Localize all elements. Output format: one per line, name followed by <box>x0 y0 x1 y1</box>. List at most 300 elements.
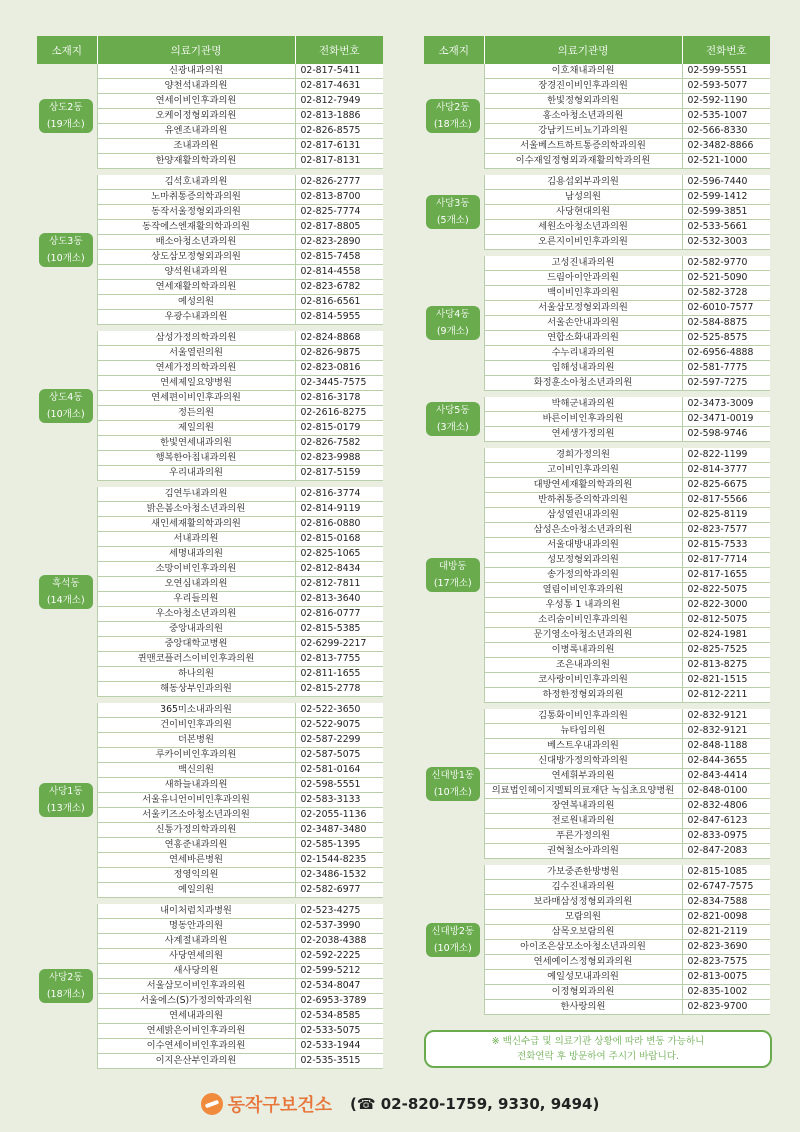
clinic-name: 송가정의학과의원 <box>484 568 682 583</box>
clinic-phone: 02-6747-7575 <box>682 880 770 895</box>
clinic-phone: 02-816-3178 <box>295 391 383 406</box>
clinic-name: 서울삼모정형외과의원 <box>484 301 682 316</box>
district-count: (14개소) <box>46 594 85 606</box>
clinic-phone: 02-523-4275 <box>295 904 383 919</box>
district-count: (5개소) <box>436 215 469 227</box>
notice-box <box>424 1030 772 1068</box>
district-badge <box>39 783 93 817</box>
district-count: (18개소) <box>46 989 85 1001</box>
clinic-phone: 02-823-7575 <box>682 955 770 970</box>
clinic-name: 연세가정의학과의원 <box>97 361 295 376</box>
clinic-name: 서울손안내과의원 <box>484 316 682 331</box>
clinic-phone: 02-824-8868 <box>295 331 383 346</box>
district-cell <box>424 64 484 169</box>
clinic-phone: 02-848-1188 <box>682 739 770 754</box>
left-clinic-table <box>37 36 383 1069</box>
clinic-name: 우리들의원 <box>97 592 295 607</box>
clinic-name: 사당현대의원 <box>484 205 682 220</box>
clinic-name: 우리내과의원 <box>97 466 295 481</box>
clinic-name: 임해성내과의원 <box>484 361 682 376</box>
clinic-phone: 02-815-7533 <box>682 538 770 553</box>
clinic-name: 수누리내과의원 <box>484 346 682 361</box>
district-cell <box>37 175 97 325</box>
district-cell <box>424 256 484 391</box>
district-name: 대방동 <box>438 561 467 573</box>
clinic-name: 연세재활의학과의원 <box>97 280 295 295</box>
clinic-phone: 02-583-3133 <box>295 793 383 808</box>
clinic-name: 정든의원 <box>97 406 295 421</box>
clinic-phone: 02-812-8434 <box>295 562 383 577</box>
clinic-phone: 02-585-1395 <box>295 838 383 853</box>
clinic-name: 소리숨이비인후과의원 <box>484 613 682 628</box>
clinic-phone: 02-535-3515 <box>295 1054 383 1069</box>
clinic-phone: 02-534-8047 <box>295 979 383 994</box>
name-header: 의료기관명 <box>97 36 295 64</box>
clinic-name: 한사랑의원 <box>484 1000 682 1015</box>
clinic-name: 연합소화내과의원 <box>484 331 682 346</box>
district-name: 사당4동 <box>435 309 470 321</box>
district-name: 흑석동 <box>51 577 80 589</box>
table-row <box>37 331 383 346</box>
name-header: 의료기관명 <box>484 36 682 64</box>
clinic-name: 연세편이비인후과의원 <box>97 391 295 406</box>
clinic-name: 연세내과의원 <box>97 1009 295 1024</box>
clinic-phone: 02-3486-1532 <box>295 868 383 883</box>
clinic-name: 장경진이비인후과의원 <box>484 79 682 94</box>
district-cell <box>37 64 97 169</box>
clinic-phone: 02-816-0777 <box>295 607 383 622</box>
clinic-phone: 02-825-6675 <box>682 478 770 493</box>
clinic-phone: 02-582-9770 <box>682 256 770 271</box>
district-count: (10개소) <box>433 942 472 954</box>
clinic-name: 오케이정형외과의원 <box>97 109 295 124</box>
clinic-name: 서울에스(S)가정의학과의원 <box>97 994 295 1009</box>
district-cell <box>37 703 97 898</box>
clinic-name: 삼성은소아청소년과의원 <box>484 523 682 538</box>
clinic-phone: 02-599-1412 <box>682 190 770 205</box>
footer <box>0 1088 800 1120</box>
clinic-name: 서울삼모이비인후과의원 <box>97 979 295 994</box>
district-count: (3개소) <box>436 422 469 434</box>
clinic-phone: 02-812-7811 <box>295 577 383 592</box>
clinic-name: 푸른가정의원 <box>484 829 682 844</box>
clinic-name: 드림아이안과의원 <box>484 271 682 286</box>
clinic-phone: 02-525-8575 <box>682 331 770 346</box>
clinic-name: 연세밝은이비인후과의원 <box>97 1024 295 1039</box>
clinic-name: 연세생가정의원 <box>484 427 682 442</box>
clinic-phone: 02-821-2119 <box>682 925 770 940</box>
district-cell <box>424 397 484 442</box>
clinic-phone: 02-813-7755 <box>295 652 383 667</box>
clinic-phone: 02-566-8330 <box>682 124 770 139</box>
clinic-name: 김용섭외부과의원 <box>484 175 682 190</box>
clinic-name: 오른지이비인후과의원 <box>484 235 682 250</box>
clinic-name: 백이비인후과의원 <box>484 286 682 301</box>
clinic-name: 김석호내과의원 <box>97 175 295 190</box>
clinic-phone: 02-826-7582 <box>295 436 383 451</box>
clinic-phone: 02-521-5090 <box>682 271 770 286</box>
district-badge <box>426 306 480 340</box>
clinic-phone: 02-816-6561 <box>295 295 383 310</box>
clinic-name: 서울유니언이비인후과의원 <box>97 793 295 808</box>
district-name: 사당1동 <box>48 786 83 798</box>
clinic-name: 우광수내과의원 <box>97 310 295 325</box>
clinic-phone: 02-832-9121 <box>682 724 770 739</box>
clinic-phone: 02-823-2890 <box>295 235 383 250</box>
clinic-name: 김수진내과의원 <box>484 880 682 895</box>
clinic-phone: 02-813-0075 <box>682 970 770 985</box>
clinic-phone: 02-823-9988 <box>295 451 383 466</box>
clinic-name: 해동상부인과의원 <box>97 682 295 697</box>
clinic-name: 홍소아청소년과의원 <box>484 109 682 124</box>
clinic-name: 모람의원 <box>484 910 682 925</box>
clinic-phone: 02-522-3650 <box>295 703 383 718</box>
district-name: 상도4동 <box>48 391 83 403</box>
clinic-phone: 02-599-5212 <box>295 964 383 979</box>
clinic-name: 새사당의원 <box>97 964 295 979</box>
clinic-name: 상도삼모정형외과의원 <box>97 250 295 265</box>
district-badge <box>426 99 480 133</box>
clinic-name: 베스트우내과의원 <box>484 739 682 754</box>
clinic-phone: 02-822-1199 <box>682 448 770 463</box>
district-count: (10개소) <box>433 786 472 798</box>
district-count: (18개소) <box>433 119 472 131</box>
clinic-phone: 02-825-1065 <box>295 547 383 562</box>
clinic-name: 이호채내과의원 <box>484 64 682 79</box>
clinic-phone: 02-813-3640 <box>295 592 383 607</box>
clinic-name: 행복한아침내과의원 <box>97 451 295 466</box>
clinic-phone: 02-535-1007 <box>682 109 770 124</box>
clinic-phone: 02-813-8700 <box>295 190 383 205</box>
clinic-name: 제일의원 <box>97 421 295 436</box>
right-clinic-table <box>424 36 770 1015</box>
clinic-phone: 02-593-5077 <box>682 79 770 94</box>
clinic-phone: 02-592-2225 <box>295 949 383 964</box>
clinic-name: 예일의원 <box>97 883 295 898</box>
clinic-name: 신통가정의학과의원 <box>97 823 295 838</box>
clinic-name: 루카이비인후과의원 <box>97 748 295 763</box>
district-count: (10개소) <box>46 408 85 420</box>
clinic-phone: 02-832-9121 <box>682 709 770 724</box>
clinic-phone: 02-3473-3009 <box>682 397 770 412</box>
clinic-name: 삼성열린내과의원 <box>484 508 682 523</box>
clinic-name: 문기영소아청소년과의원 <box>484 628 682 643</box>
clinic-name: 조내과의원 <box>97 139 295 154</box>
clinic-phone: 02-821-1515 <box>682 673 770 688</box>
clinic-phone: 02-3471-0019 <box>682 412 770 427</box>
clinic-phone: 02-835-1002 <box>682 985 770 1000</box>
clinic-phone: 02-817-8805 <box>295 220 383 235</box>
clinic-phone: 02-823-9700 <box>682 1000 770 1015</box>
clinic-phone: 02-813-1886 <box>295 109 383 124</box>
clinic-name: 서울대방내과의원 <box>484 538 682 553</box>
table-row <box>424 448 770 463</box>
clinic-phone: 02-2038-4388 <box>295 934 383 949</box>
district-badge <box>39 969 93 1003</box>
clinic-phone: 02-812-7949 <box>295 94 383 109</box>
clinic-phone: 02-3445-7575 <box>295 376 383 391</box>
clinic-name: 예성의원 <box>97 295 295 310</box>
clinic-phone: 02-817-8131 <box>295 154 383 169</box>
clinic-name: 서울열린의원 <box>97 346 295 361</box>
clinic-phone: 02-815-2778 <box>295 682 383 697</box>
clinic-name: 의료법인헤이지멜퇴의료재단 녹십초요양병원 <box>484 784 682 799</box>
district-name: 상도2동 <box>48 102 83 114</box>
clinic-phone: 02-823-3690 <box>682 940 770 955</box>
clinic-name: 연세휘부과의원 <box>484 769 682 784</box>
table-row <box>424 175 770 190</box>
clinic-name: 아이조은삼모소아청소년과의원 <box>484 940 682 955</box>
clinic-phone: 02-1544-8235 <box>295 853 383 868</box>
clinic-phone: 02-6956-4888 <box>682 346 770 361</box>
clinic-phone: 02-581-0164 <box>295 763 383 778</box>
clinic-phone: 02-823-6782 <box>295 280 383 295</box>
clinic-phone: 02-815-7458 <box>295 250 383 265</box>
clinic-name: 남성의원 <box>484 190 682 205</box>
clinic-name: 경희가정의원 <box>484 448 682 463</box>
clinic-name: 한빛정형외과의원 <box>484 94 682 109</box>
clinic-phone: 02-587-2299 <box>295 733 383 748</box>
clinic-phone: 02-817-5159 <box>295 466 383 481</box>
clinic-name: 새하늘내과의원 <box>97 778 295 793</box>
clinic-phone: 02-814-9119 <box>295 502 383 517</box>
clinic-name: 연세이비인후과의원 <box>97 94 295 109</box>
clinic-phone: 02-826-8575 <box>295 124 383 139</box>
clinic-phone: 02-592-1190 <box>682 94 770 109</box>
clinic-name: 새인세재활의학과의원 <box>97 517 295 532</box>
clinic-phone: 02-537-3990 <box>295 919 383 934</box>
clinic-phone: 02-815-1085 <box>682 865 770 880</box>
clinic-phone: 02-833-0975 <box>682 829 770 844</box>
clinic-phone: 02-824-1981 <box>682 628 770 643</box>
clinic-name: 성모정형외과의원 <box>484 553 682 568</box>
district-count: (10개소) <box>46 252 85 264</box>
clinic-phone: 02-821-0098 <box>682 910 770 925</box>
clinic-phone: 02-816-3774 <box>295 487 383 502</box>
clinic-phone: 02-825-7774 <box>295 205 383 220</box>
clinic-phone: 02-598-9746 <box>682 427 770 442</box>
clinic-name: 전로원내과의원 <box>484 814 682 829</box>
district-name: 신대방2동 <box>431 925 475 937</box>
clinic-phone: 02-6010-7577 <box>682 301 770 316</box>
clinic-phone: 02-844-3655 <box>682 754 770 769</box>
district-name: 사당3동 <box>435 198 470 210</box>
clinic-phone: 02-532-3003 <box>682 235 770 250</box>
clinic-name: 양석원내과의원 <box>97 265 295 280</box>
clinic-name: 연세바른병원 <box>97 853 295 868</box>
table-row <box>37 904 383 919</box>
clinic-name: 명동안과의원 <box>97 919 295 934</box>
clinic-phone: 02-522-9075 <box>295 718 383 733</box>
district-badge <box>426 558 480 592</box>
clinic-name: 한양재활의학과의원 <box>97 154 295 169</box>
clinic-phone: 02-597-7275 <box>682 376 770 391</box>
logo-icon <box>201 1093 223 1115</box>
district-header: 소재지 <box>37 36 97 64</box>
clinic-name: 고성진내과의원 <box>484 256 682 271</box>
clinic-name: 중앙내과의원 <box>97 622 295 637</box>
clinic-phone: 02-826-9875 <box>295 346 383 361</box>
clinic-phone: 02-812-5075 <box>682 613 770 628</box>
district-name: 사당2동 <box>48 972 83 984</box>
clinic-phone: 02-599-3851 <box>682 205 770 220</box>
clinic-name: 한빛연세내과의원 <box>97 436 295 451</box>
clinic-name: 우성통 1 내과의원 <box>484 598 682 613</box>
district-cell <box>424 865 484 1015</box>
clinic-name: 백신의원 <box>97 763 295 778</box>
clinic-name: 이수연세이비인후과의원 <box>97 1039 295 1054</box>
clinic-phone: 02-817-5411 <box>295 64 383 79</box>
clinic-phone: 02-814-3777 <box>682 463 770 478</box>
district-badge <box>426 402 480 436</box>
clinic-name: 반하취통증의학과의원 <box>484 493 682 508</box>
clinic-name: 바른이비인후과의원 <box>484 412 682 427</box>
clinic-name: 김통화이비인후과의원 <box>484 709 682 724</box>
district-cell <box>424 709 484 859</box>
clinic-name: 밝은봄소아청소년과의원 <box>97 502 295 517</box>
contact-phone: (☎ 02-820-1759, 9330, 9494) <box>349 1095 600 1113</box>
clinic-name: 건이비인후과의원 <box>97 718 295 733</box>
clinic-phone: 02-533-1944 <box>295 1039 383 1054</box>
clinic-phone: 02-834-7588 <box>682 895 770 910</box>
table-row <box>424 256 770 271</box>
clinic-name: 신대방가정의학과의원 <box>484 754 682 769</box>
clinic-name: 서울키즈소아청소년과의원 <box>97 808 295 823</box>
district-badge <box>39 389 93 423</box>
district-name: 사당5동 <box>435 405 470 417</box>
clinic-name: 하나의원 <box>97 667 295 682</box>
clinic-name: 정영익의원 <box>97 868 295 883</box>
clinic-phone: 02-826-2777 <box>295 175 383 190</box>
clinic-name: 이병록내과의원 <box>484 643 682 658</box>
district-count: (17개소) <box>433 578 472 590</box>
clinic-name: 예일성모내과의원 <box>484 970 682 985</box>
clinic-name: 뉴타임의원 <box>484 724 682 739</box>
clinic-phone: 02-843-4414 <box>682 769 770 784</box>
clinic-name: 연세예이스정형외과의원 <box>484 955 682 970</box>
district-name: 상도3동 <box>48 235 83 247</box>
district-cell <box>37 487 97 697</box>
clinic-phone: 02-815-5385 <box>295 622 383 637</box>
district-badge <box>39 575 93 609</box>
clinic-name: 김연두내과의원 <box>97 487 295 502</box>
clinic-name: 중앙대학교병원 <box>97 637 295 652</box>
clinic-phone: 02-817-1655 <box>682 568 770 583</box>
district-cell <box>424 448 484 703</box>
clinic-name: 양천석내과의원 <box>97 79 295 94</box>
district-badge <box>426 923 480 957</box>
clinic-name: 더본병원 <box>97 733 295 748</box>
clinic-name: 배소아청소년과의원 <box>97 235 295 250</box>
clinic-name: 365미소내과의원 <box>97 703 295 718</box>
district-badge <box>39 233 93 267</box>
clinic-name: 동작서울정형외과의원 <box>97 205 295 220</box>
clinic-name: 고이비인후과의원 <box>484 463 682 478</box>
clinic-name: 서내과의원 <box>97 532 295 547</box>
clinic-phone: 02-582-6977 <box>295 883 383 898</box>
clinic-name: 강남키드비뇨기과의원 <box>484 124 682 139</box>
clinic-name: 열림이비인후과의원 <box>484 583 682 598</box>
clinic-name: 우소아청소년과의원 <box>97 607 295 622</box>
clinic-phone: 02-596-7440 <box>682 175 770 190</box>
clinic-phone: 02-847-2083 <box>682 844 770 859</box>
clinic-name: 퀸맨코플러스이비인후과의원 <box>97 652 295 667</box>
clinic-phone: 02-534-8585 <box>295 1009 383 1024</box>
clinic-phone: 02-825-8119 <box>682 508 770 523</box>
clinic-phone: 02-521-1000 <box>682 154 770 169</box>
clinic-phone: 02-822-5075 <box>682 583 770 598</box>
district-count: (19개소) <box>46 119 85 131</box>
notice-line-1: ※ 백신수급 및 의료기관 상황에 따라 변동 가능하니 <box>491 1036 705 1047</box>
district-badge <box>426 195 480 229</box>
district-cell <box>424 175 484 250</box>
clinic-name: 세명내과의원 <box>97 547 295 562</box>
phone-header: 전화번호 <box>295 36 383 64</box>
clinic-name: 조은내과의원 <box>484 658 682 673</box>
clinic-phone: 02-3487-3480 <box>295 823 383 838</box>
clinic-name: 연홍준내과의원 <box>97 838 295 853</box>
clinic-name: 유엔조내과의원 <box>97 124 295 139</box>
clinic-phone: 02-814-4558 <box>295 265 383 280</box>
clinic-phone: 02-816-0880 <box>295 517 383 532</box>
district-badge <box>39 99 93 133</box>
clinic-name: 이정형외과의원 <box>484 985 682 1000</box>
clinic-phone: 02-823-7577 <box>682 523 770 538</box>
clinic-name: 삼목오보람의원 <box>484 925 682 940</box>
clinic-phone: 02-6299-2217 <box>295 637 383 652</box>
health-center-logo <box>201 1091 332 1117</box>
clinic-phone: 02-817-7714 <box>682 553 770 568</box>
clinic-phone: 02-2616-8275 <box>295 406 383 421</box>
logo-text: 동작구보건소 <box>227 1095 332 1116</box>
clinic-name: 노마취통증의학과의원 <box>97 190 295 205</box>
clinic-phone: 02-847-6123 <box>682 814 770 829</box>
district-count: (13개소) <box>46 803 85 815</box>
district-name: 사당2동 <box>435 102 470 114</box>
clinic-phone: 02-6953-3789 <box>295 994 383 1009</box>
clinic-name: 신광내과의원 <box>97 64 295 79</box>
clinic-phone: 02-817-4631 <box>295 79 383 94</box>
clinic-name: 내이처럼치과병원 <box>97 904 295 919</box>
clinic-name: 사당연세의원 <box>97 949 295 964</box>
district-count: (9개소) <box>436 326 469 338</box>
district-cell <box>37 904 97 1069</box>
district-badge <box>426 767 480 801</box>
clinic-phone: 02-815-0179 <box>295 421 383 436</box>
clinic-phone: 02-587-5075 <box>295 748 383 763</box>
clinic-name: 권혁철소아과의원 <box>484 844 682 859</box>
clinic-name: 이지은산부인과의원 <box>97 1054 295 1069</box>
table-row <box>424 397 770 412</box>
table-row <box>424 865 770 880</box>
clinic-phone: 02-811-1655 <box>295 667 383 682</box>
table-row <box>37 487 383 502</box>
clinic-phone: 02-2055-1136 <box>295 808 383 823</box>
clinic-name: 오연심내과의원 <box>97 577 295 592</box>
clinic-phone: 02-832-4806 <box>682 799 770 814</box>
district-cell <box>37 331 97 481</box>
clinic-phone: 02-3482-8866 <box>682 139 770 154</box>
clinic-phone: 02-817-5566 <box>682 493 770 508</box>
clinic-phone: 02-581-7775 <box>682 361 770 376</box>
clinic-phone: 02-825-7525 <box>682 643 770 658</box>
clinic-name: 삼성가정의학과의원 <box>97 331 295 346</box>
clinic-phone: 02-533-5075 <box>295 1024 383 1039</box>
clinic-phone: 02-817-6131 <box>295 139 383 154</box>
clinic-name: 연세제일요양병원 <box>97 376 295 391</box>
clinic-name: 소망이비인후과의원 <box>97 562 295 577</box>
clinic-name: 서울베스트하트통증의학과의원 <box>484 139 682 154</box>
